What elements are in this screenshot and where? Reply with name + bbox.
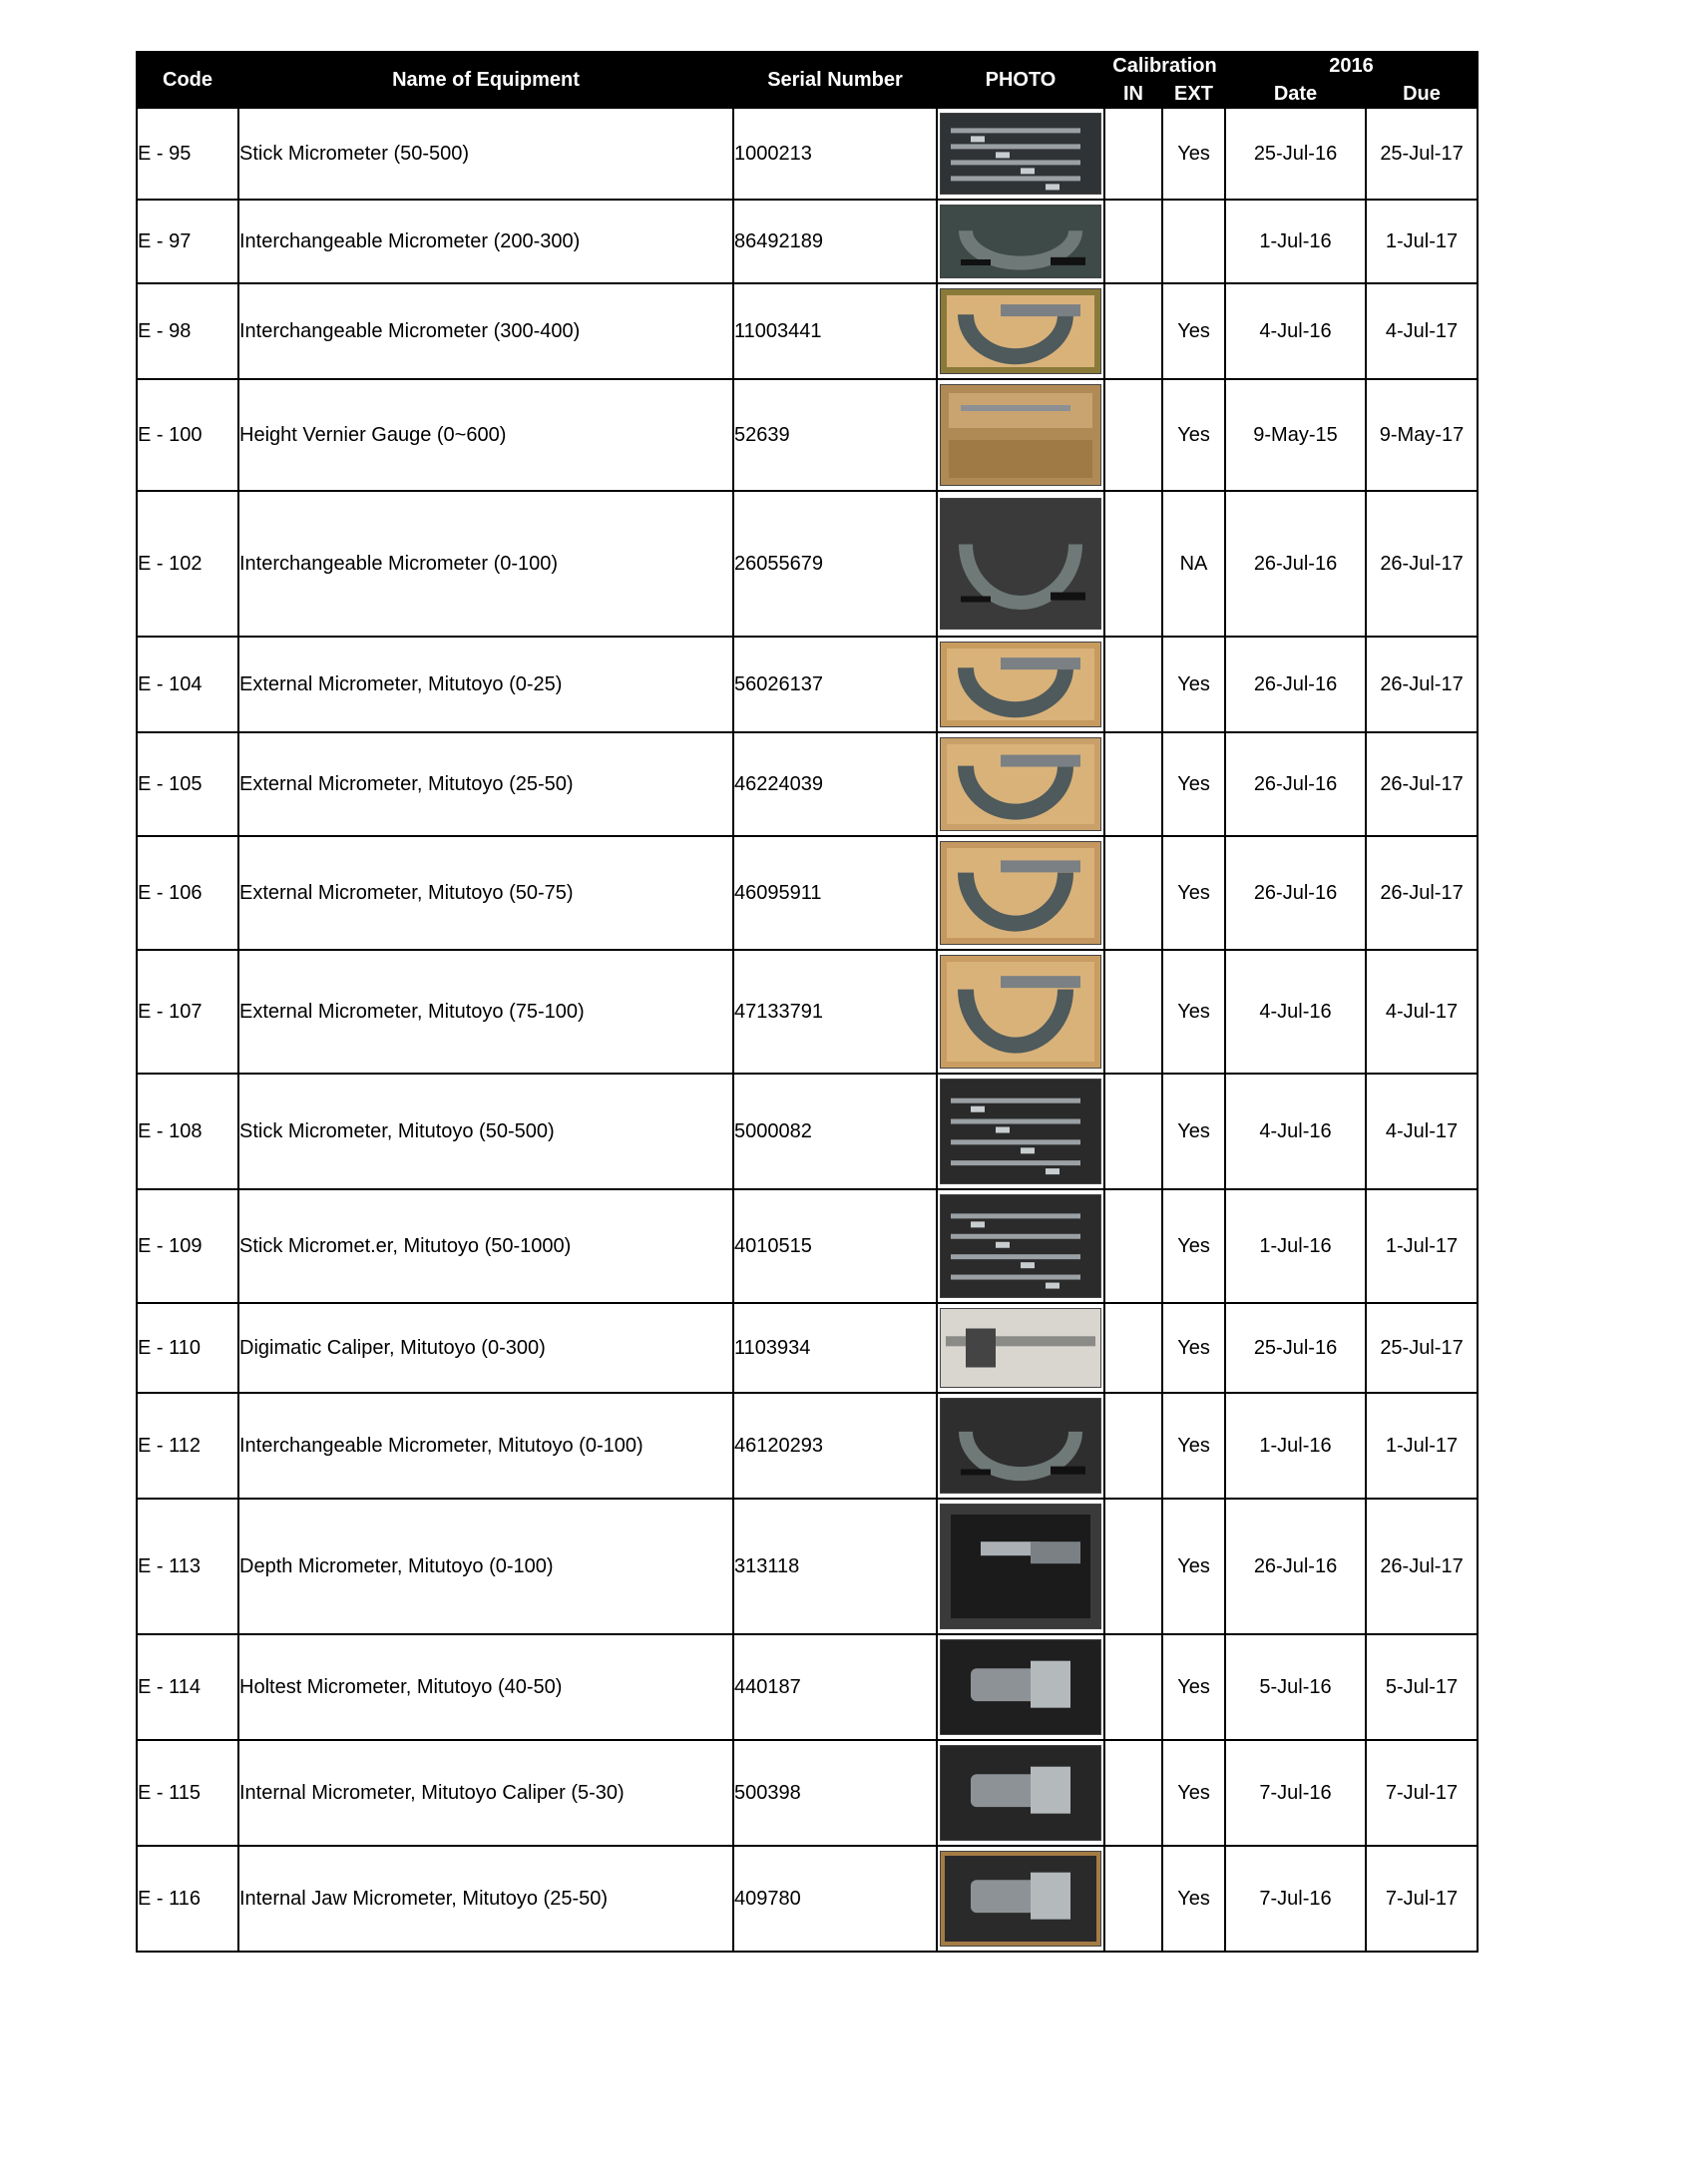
cell-calibration-ext bbox=[1162, 200, 1225, 283]
header-name-of-equipment: Name of Equipment bbox=[238, 52, 733, 108]
table-row bbox=[137, 283, 1478, 379]
cell-name-of-equipment: Interchangeable Micrometer, Mitutoyo (0-100) bbox=[238, 1393, 733, 1499]
header-code: Code bbox=[137, 52, 238, 108]
cell-date: 25-Jul-16 bbox=[1225, 108, 1366, 200]
cell-photo bbox=[937, 1074, 1104, 1189]
table-row bbox=[137, 1634, 1478, 1740]
cell-due: 4-Jul-17 bbox=[1366, 1074, 1478, 1189]
cell-due: 25-Jul-17 bbox=[1366, 108, 1478, 200]
cell-calibration-in bbox=[1104, 1303, 1162, 1393]
table-body bbox=[137, 108, 1478, 1952]
table-row bbox=[137, 491, 1478, 637]
cell-calibration-ext: Yes bbox=[1162, 379, 1225, 491]
cell-calibration-in bbox=[1104, 379, 1162, 491]
cell-serial-number: 1000213 bbox=[733, 108, 937, 200]
equipment-photo bbox=[940, 384, 1101, 486]
cell-photo bbox=[937, 283, 1104, 379]
equipment-photo bbox=[940, 113, 1101, 195]
cell-serial-number: 4010515 bbox=[733, 1189, 937, 1303]
cell-serial-number: 5000082 bbox=[733, 1074, 937, 1189]
cell-name-of-equipment: Internal Micrometer, Mitutoyo Caliper (5-30) bbox=[238, 1740, 733, 1846]
cell-due: 1-Jul-17 bbox=[1366, 1189, 1478, 1303]
cell-date: 1-Jul-16 bbox=[1225, 1393, 1366, 1499]
cell-due: 5-Jul-17 bbox=[1366, 1634, 1478, 1740]
table-row bbox=[137, 1740, 1478, 1846]
cell-code: E - 107 bbox=[137, 950, 238, 1074]
cell-due: 26-Jul-17 bbox=[1366, 637, 1478, 732]
table-row bbox=[137, 1393, 1478, 1499]
cell-date: 26-Jul-16 bbox=[1225, 732, 1366, 836]
cell-photo bbox=[937, 732, 1104, 836]
cell-serial-number: 47133791 bbox=[733, 950, 937, 1074]
cell-due: 1-Jul-17 bbox=[1366, 200, 1478, 283]
cell-serial-number: 52639 bbox=[733, 379, 937, 491]
cell-date: 4-Jul-16 bbox=[1225, 283, 1366, 379]
cell-due: 25-Jul-17 bbox=[1366, 1303, 1478, 1393]
cell-name-of-equipment: External Micrometer, Mitutoyo (25-50) bbox=[238, 732, 733, 836]
cell-calibration-ext: Yes bbox=[1162, 637, 1225, 732]
cell-calibration-ext: Yes bbox=[1162, 1393, 1225, 1499]
table-row bbox=[137, 108, 1478, 200]
cell-calibration-ext: Yes bbox=[1162, 1303, 1225, 1393]
table-row bbox=[137, 1846, 1478, 1952]
cell-calibration-ext: Yes bbox=[1162, 1189, 1225, 1303]
cell-code: E - 106 bbox=[137, 836, 238, 950]
table-header bbox=[137, 52, 1478, 108]
table-row bbox=[137, 732, 1478, 836]
cell-photo bbox=[937, 836, 1104, 950]
equipment-photo bbox=[940, 1851, 1101, 1947]
cell-photo bbox=[937, 108, 1104, 200]
cell-calibration-ext: Yes bbox=[1162, 283, 1225, 379]
cell-photo bbox=[937, 1393, 1104, 1499]
cell-name-of-equipment: Interchangeable Micrometer (300-400) bbox=[238, 283, 733, 379]
header-photo: PHOTO bbox=[937, 52, 1104, 108]
equipment-photo bbox=[940, 841, 1101, 945]
cell-calibration-ext: Yes bbox=[1162, 836, 1225, 950]
cell-serial-number: 46224039 bbox=[733, 732, 937, 836]
cell-calibration-in bbox=[1104, 1393, 1162, 1499]
cell-name-of-equipment: Stick Micrometer (50-500) bbox=[238, 108, 733, 200]
equipment-photo bbox=[940, 1194, 1101, 1298]
table-row bbox=[137, 1074, 1478, 1189]
table-row bbox=[137, 836, 1478, 950]
cell-date: 26-Jul-16 bbox=[1225, 637, 1366, 732]
cell-photo bbox=[937, 200, 1104, 283]
cell-name-of-equipment: External Micrometer, Mitutoyo (50-75) bbox=[238, 836, 733, 950]
cell-calibration-ext: Yes bbox=[1162, 1634, 1225, 1740]
equipment-photo bbox=[940, 1745, 1101, 1841]
cell-calibration-ext: Yes bbox=[1162, 1074, 1225, 1189]
equipment-photo bbox=[940, 288, 1101, 374]
cell-name-of-equipment: Internal Jaw Micrometer, Mitutoyo (25-50) bbox=[238, 1846, 733, 1952]
table-row bbox=[137, 1189, 1478, 1303]
cell-calibration-ext: Yes bbox=[1162, 1846, 1225, 1952]
cell-serial-number: 11003441 bbox=[733, 283, 937, 379]
table-row bbox=[137, 1303, 1478, 1393]
cell-code: E - 110 bbox=[137, 1303, 238, 1393]
cell-calibration-in bbox=[1104, 1634, 1162, 1740]
equipment-photo bbox=[940, 737, 1101, 831]
cell-name-of-equipment: External Micrometer, Mitutoyo (0-25) bbox=[238, 637, 733, 732]
cell-due: 26-Jul-17 bbox=[1366, 732, 1478, 836]
cell-calibration-in bbox=[1104, 836, 1162, 950]
cell-due: 26-Jul-17 bbox=[1366, 836, 1478, 950]
equipment-photo bbox=[940, 1639, 1101, 1735]
equipment-photo bbox=[940, 1398, 1101, 1494]
cell-date: 7-Jul-16 bbox=[1225, 1740, 1366, 1846]
cell-name-of-equipment: Interchangeable Micrometer (200-300) bbox=[238, 200, 733, 283]
cell-calibration-in bbox=[1104, 732, 1162, 836]
cell-serial-number: 440187 bbox=[733, 1634, 937, 1740]
table-row bbox=[137, 200, 1478, 283]
cell-serial-number: 1103934 bbox=[733, 1303, 937, 1393]
cell-due: 26-Jul-17 bbox=[1366, 491, 1478, 637]
header-calibration: Calibration bbox=[1104, 52, 1225, 80]
cell-name-of-equipment: Depth Micrometer, Mitutoyo (0-100) bbox=[238, 1499, 733, 1634]
cell-photo bbox=[937, 1634, 1104, 1740]
cell-calibration-in bbox=[1104, 491, 1162, 637]
cell-calibration-ext: Yes bbox=[1162, 1740, 1225, 1846]
cell-name-of-equipment: Stick Micromet.er, Mitutoyo (50-1000) bbox=[238, 1189, 733, 1303]
cell-date: 1-Jul-16 bbox=[1225, 1189, 1366, 1303]
table-row bbox=[137, 379, 1478, 491]
cell-photo bbox=[937, 950, 1104, 1074]
header-date: Date bbox=[1225, 80, 1366, 108]
cell-code: E - 112 bbox=[137, 1393, 238, 1499]
cell-calibration-in bbox=[1104, 200, 1162, 283]
cell-due: 1-Jul-17 bbox=[1366, 1393, 1478, 1499]
table-row bbox=[137, 637, 1478, 732]
cell-date: 26-Jul-16 bbox=[1225, 491, 1366, 637]
cell-calibration-in bbox=[1104, 108, 1162, 200]
cell-code: E - 105 bbox=[137, 732, 238, 836]
cell-photo bbox=[937, 1499, 1104, 1634]
equipment-photo bbox=[940, 498, 1101, 630]
cell-code: E - 114 bbox=[137, 1634, 238, 1740]
table-row bbox=[137, 950, 1478, 1074]
cell-name-of-equipment: Digimatic Caliper, Mitutoyo (0-300) bbox=[238, 1303, 733, 1393]
cell-serial-number: 56026137 bbox=[733, 637, 937, 732]
cell-calibration-in bbox=[1104, 1846, 1162, 1952]
cell-name-of-equipment: Height Vernier Gauge (0~600) bbox=[238, 379, 733, 491]
equipment-photo bbox=[940, 1504, 1101, 1629]
equipment-photo bbox=[940, 1308, 1101, 1388]
cell-date: 26-Jul-16 bbox=[1225, 836, 1366, 950]
cell-code: E - 115 bbox=[137, 1740, 238, 1846]
cell-photo bbox=[937, 1846, 1104, 1952]
cell-due: 4-Jul-17 bbox=[1366, 950, 1478, 1074]
cell-code: E - 109 bbox=[137, 1189, 238, 1303]
cell-code: E - 95 bbox=[137, 108, 238, 200]
cell-calibration-ext: Yes bbox=[1162, 732, 1225, 836]
cell-code: E - 98 bbox=[137, 283, 238, 379]
equipment-photo bbox=[940, 642, 1101, 727]
cell-date: 9-May-15 bbox=[1225, 379, 1366, 491]
cell-calibration-in bbox=[1104, 283, 1162, 379]
cell-calibration-in bbox=[1104, 1074, 1162, 1189]
cell-date: 4-Jul-16 bbox=[1225, 950, 1366, 1074]
cell-code: E - 104 bbox=[137, 637, 238, 732]
cell-calibration-ext: NA bbox=[1162, 491, 1225, 637]
cell-serial-number: 409780 bbox=[733, 1846, 937, 1952]
cell-code: E - 108 bbox=[137, 1074, 238, 1189]
cell-date: 5-Jul-16 bbox=[1225, 1634, 1366, 1740]
cell-serial-number: 46095911 bbox=[733, 836, 937, 950]
header-year: 2016 bbox=[1225, 52, 1478, 80]
cell-calibration-ext: Yes bbox=[1162, 950, 1225, 1074]
header-ext: EXT bbox=[1162, 80, 1225, 108]
cell-code: E - 116 bbox=[137, 1846, 238, 1952]
equipment-photo bbox=[940, 1079, 1101, 1184]
cell-photo bbox=[937, 491, 1104, 637]
cell-photo bbox=[937, 637, 1104, 732]
cell-calibration-in bbox=[1104, 950, 1162, 1074]
cell-code: E - 97 bbox=[137, 200, 238, 283]
cell-calibration-in bbox=[1104, 637, 1162, 732]
cell-photo bbox=[937, 1189, 1104, 1303]
cell-date: 4-Jul-16 bbox=[1225, 1074, 1366, 1189]
cell-name-of-equipment: Holtest Micrometer, Mitutoyo (40-50) bbox=[238, 1634, 733, 1740]
cell-due: 26-Jul-17 bbox=[1366, 1499, 1478, 1634]
cell-date: 26-Jul-16 bbox=[1225, 1499, 1366, 1634]
cell-name-of-equipment: Stick Micrometer, Mitutoyo (50-500) bbox=[238, 1074, 733, 1189]
cell-serial-number: 86492189 bbox=[733, 200, 937, 283]
cell-calibration-in bbox=[1104, 1189, 1162, 1303]
cell-photo bbox=[937, 1740, 1104, 1846]
equipment-calibration-table bbox=[136, 51, 1479, 1953]
cell-calibration-in bbox=[1104, 1499, 1162, 1634]
cell-due: 7-Jul-17 bbox=[1366, 1740, 1478, 1846]
cell-date: 25-Jul-16 bbox=[1225, 1303, 1366, 1393]
header-in: IN bbox=[1104, 80, 1162, 108]
cell-due: 7-Jul-17 bbox=[1366, 1846, 1478, 1952]
header-serial-number: Serial Number bbox=[733, 52, 937, 108]
cell-date: 7-Jul-16 bbox=[1225, 1846, 1366, 1952]
header-due: Due bbox=[1366, 80, 1478, 108]
cell-name-of-equipment: External Micrometer, Mitutoyo (75-100) bbox=[238, 950, 733, 1074]
cell-serial-number: 46120293 bbox=[733, 1393, 937, 1499]
cell-calibration-ext: Yes bbox=[1162, 108, 1225, 200]
cell-code: E - 100 bbox=[137, 379, 238, 491]
cell-calibration-ext: Yes bbox=[1162, 1499, 1225, 1634]
cell-date: 1-Jul-16 bbox=[1225, 200, 1366, 283]
equipment-photo bbox=[940, 205, 1101, 278]
cell-photo bbox=[937, 379, 1104, 491]
equipment-photo bbox=[940, 955, 1101, 1069]
cell-photo bbox=[937, 1303, 1104, 1393]
cell-serial-number: 313118 bbox=[733, 1499, 937, 1634]
cell-code: E - 102 bbox=[137, 491, 238, 637]
table-row bbox=[137, 1499, 1478, 1634]
cell-due: 4-Jul-17 bbox=[1366, 283, 1478, 379]
cell-serial-number: 500398 bbox=[733, 1740, 937, 1846]
cell-name-of-equipment: Interchangeable Micrometer (0-100) bbox=[238, 491, 733, 637]
cell-serial-number: 26055679 bbox=[733, 491, 937, 637]
cell-code: E - 113 bbox=[137, 1499, 238, 1634]
cell-calibration-in bbox=[1104, 1740, 1162, 1846]
cell-due: 9-May-17 bbox=[1366, 379, 1478, 491]
